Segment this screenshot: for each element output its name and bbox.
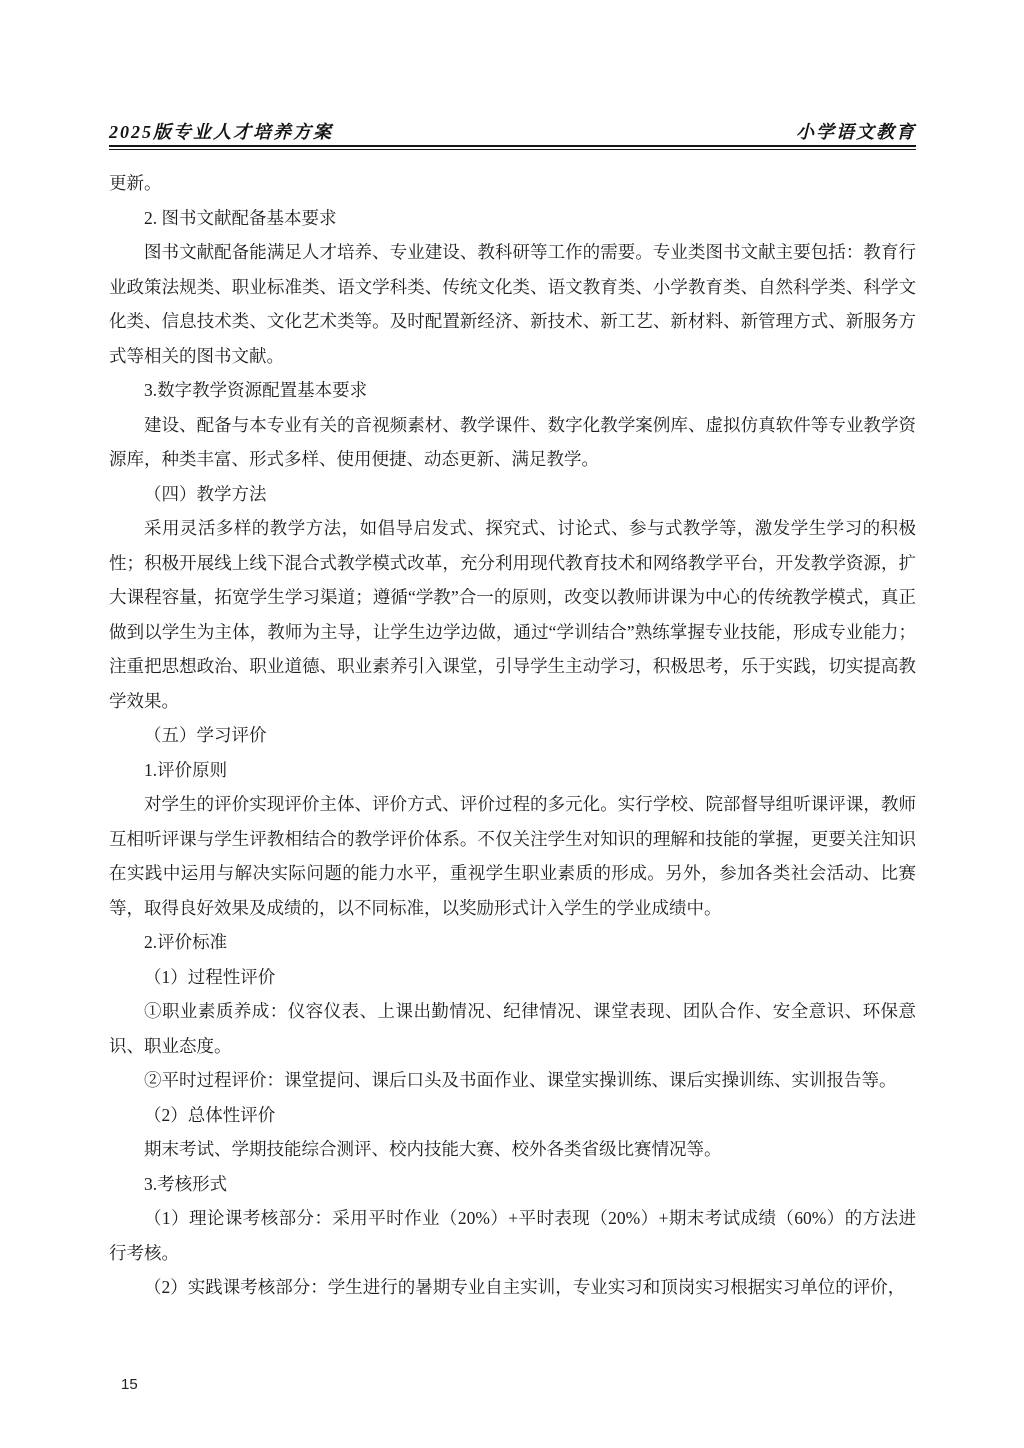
document-paragraph: ②平时过程评价：课堂提问、课后口头及书面作业、课堂实操训练、课后实操训练、实训报告等。	[144, 1070, 897, 1090]
header-major-title: 小学语文教育	[796, 122, 916, 142]
document-paragraph: 对学生的评价实现评价主体、评价方式、评价过程的多元化。实行学校、院部督导组听课评课，教师互相听评课与学生评教相结合的教学评价体系。不仅关注学生对知识的理解和技能的掌握，更要关注知识在实践中运用与解决实际问题的能力水平，重视学生职业素质的形成。另外，参加各类社会活动、比赛等，取得良好效果及成绩的，以不同标准，以奖励形式计入学生的学业成绩中。	[109, 794, 916, 918]
document-body	[109, 166, 916, 1305]
document-paragraph: （2）总体性评价	[144, 1104, 276, 1125]
document-paragraph: 3.数字教学资源配置基本要求	[144, 380, 368, 400]
document-paragraph: （1）理论课考核部分：采用平时作业（20%）+平时表现（20%）+期末考试成绩（60%）的方法进行考核。	[109, 1208, 916, 1263]
header-rule	[109, 145, 916, 150]
document-paragraph: ①职业素质养成：仪容仪表、上课出勤情况、纪律情况、课堂表现、团队合作、安全意识、环保意识、职业态度。	[109, 1001, 916, 1056]
document-paragraph: 3.考核形式	[144, 1173, 228, 1194]
document-paragraph: 采用灵活多样的教学方法，如倡导启发式、探究式、讨论式、参与式教学等，激发学生学习的积极性；积极开展线上线下混合式教学模式改革，充分利用现代教育技术和网络教学平台，开发教学资源，扩大课程容量，拓宽学生学习渠道；遵循“学教”合一的原则，改变以教师讲课为中心的传统教学模式，真正做到以学生为主体，教师为主导，让学生边学边做，通过“学训结合”熟练掌握专业技能，形成专业能力；注重把思想政治、职业道德、职业素养引入课堂，引导学生主动学习，积极思考，乐于实践，切实提高教学效果。	[109, 518, 916, 711]
document-paragraph: 期末考试、学期技能综合测评、校内技能大赛、校外各类省级比赛情况等。	[144, 1139, 722, 1159]
document-paragraph: 更新。	[109, 173, 162, 193]
document-paragraph: （1）过程性评价	[144, 966, 276, 987]
document-paragraph: 1.评价原则	[144, 759, 228, 780]
header-doc-title: 2025版专业人才培养方案	[109, 122, 333, 142]
document-paragraph: （五）学习评价	[144, 725, 267, 745]
document-paragraph: 2.评价标准	[144, 932, 228, 952]
document-paragraph: （2）实践课考核部分：学生进行的暑期专业自主实训，专业实习和顶岗实习根据实习单位的评价，	[144, 1277, 906, 1297]
page-number: 15	[121, 1376, 138, 1393]
page-header	[109, 118, 916, 144]
document-paragraph: 图书文献配备能满足人才培养、专业建设、教科研等工作的需要。专业类图书文献主要包括：教育行业政策法规类、职业标准类、语文学科类、传统文化类、语文教育类、小学教育类、自然科学类、科学文化类、信息技术类、文化艺术类等。及时配置新经济、新技术、新工艺、新材料、新管理方式、新服务方式等相关的图书文献。	[109, 242, 916, 366]
document-paragraph: （四）教学方法	[144, 483, 267, 504]
document-paragraph: 建设、配备与本专业有关的音视频素材、教学课件、数字化教学案例库、虚拟仿真软件等专业教学资源库，种类丰富、形式多样、使用便捷、动态更新、满足教学。	[109, 414, 916, 469]
document-paragraph: 2. 图书文献配备基本要求	[144, 207, 337, 228]
